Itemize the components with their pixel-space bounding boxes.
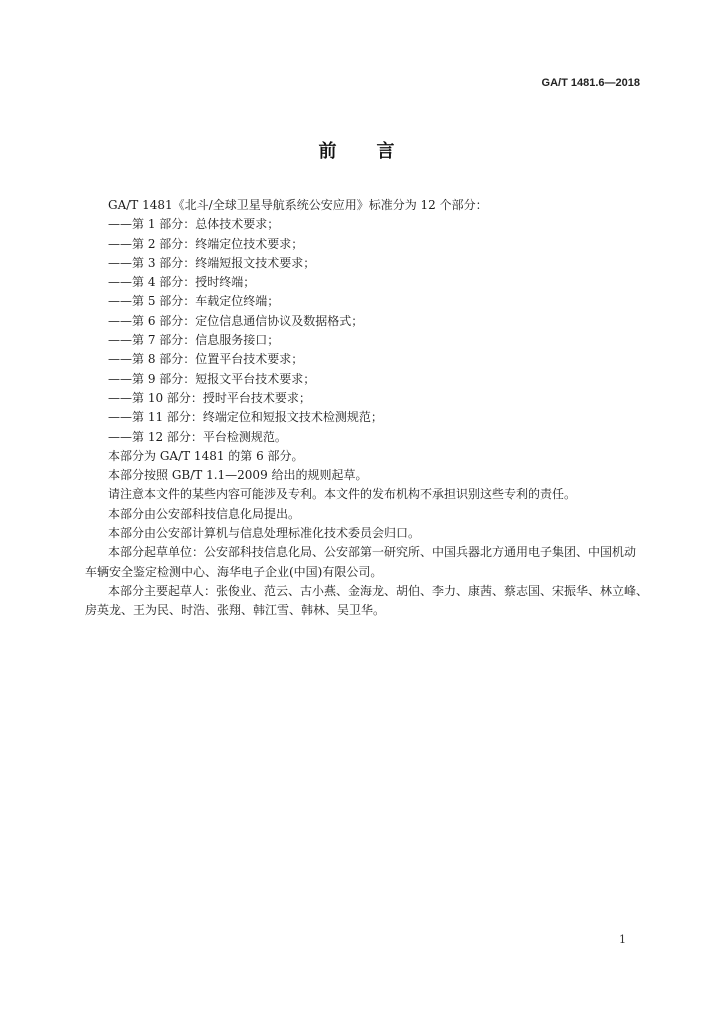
intro-paragraph: GA/T 1481《北斗/全球卫星导航系统公安应用》标准分为 12 个部分：	[108, 198, 488, 212]
part-list-item: ——第 5 部分：车载定位终端；	[108, 294, 280, 309]
part-list-item: ——第 7 部分：信息服务接口；	[108, 333, 280, 348]
part-list-item: ——第 4 部分：授时终端；	[108, 275, 256, 290]
drafting-units-paragraph	[85, 543, 665, 582]
statement-paragraph: 本部分为 GA/T 1481 的第 6 部分。	[108, 448, 304, 463]
drafters-line: 房英龙、王为民、时浩、张翔、韩江雪、韩林、吴卫华。	[85, 603, 386, 618]
statement-paragraph: 本部分由公安部科技信息化局提出。	[108, 506, 301, 521]
standard-number: GA/T 1481.6—2018	[541, 77, 640, 89]
part-list-item: ——第 1 部分：总体技术要求；	[108, 217, 280, 232]
page-number: 1	[619, 933, 626, 946]
statement-paragraph: 本部分按照 GB/T 1.1—2009 给出的规则起草。	[108, 468, 368, 483]
part-list-item: ——第 10 部分：授时平台技术要求；	[108, 390, 311, 405]
drafting-units-line: 车辆安全鉴定检测中心、海华电子企业(中国)有限公司。	[85, 564, 383, 579]
drafters-line: 本部分主要起草人：张俊业、范云、古小燕、金海龙、胡伯、李力、康茜、蔡志国、宋振华、林立峰、	[108, 583, 649, 598]
part-list-item: ——第 3 部分：终端短报文技术要求；	[108, 255, 316, 270]
patent-notice-paragraph: 请注意本文件的某些内容可能涉及专利。本文件的发布机构不承担识别这些专利的责任。	[108, 487, 577, 502]
page-title: 前 言	[318, 141, 406, 162]
part-list-item: ——第 2 部分：终端定位技术要求；	[108, 236, 304, 251]
part-list-item: ——第 9 部分：短报文平台技术要求；	[108, 371, 316, 386]
part-list-item: ——第 11 部分：终端定位和短报文技术检测规范；	[108, 410, 383, 425]
foreword-body	[85, 196, 665, 621]
part-list-item: ——第 8 部分：位置平台技术要求；	[108, 352, 304, 367]
statement-paragraph: 本部分由公安部计算机与信息处理标准化技术委员会归口。	[108, 526, 421, 541]
part-list-item: ——第 12 部分：平台检测规范。	[108, 429, 287, 444]
drafters-paragraph	[85, 582, 665, 621]
drafting-units-line: 本部分起草单位：公安部科技信息化局、公安部第一研究所、中国兵器北方通用电子集团、中国机动	[108, 545, 637, 560]
part-list-item: ——第 6 部分：定位信息通信协议及数据格式；	[108, 313, 364, 328]
